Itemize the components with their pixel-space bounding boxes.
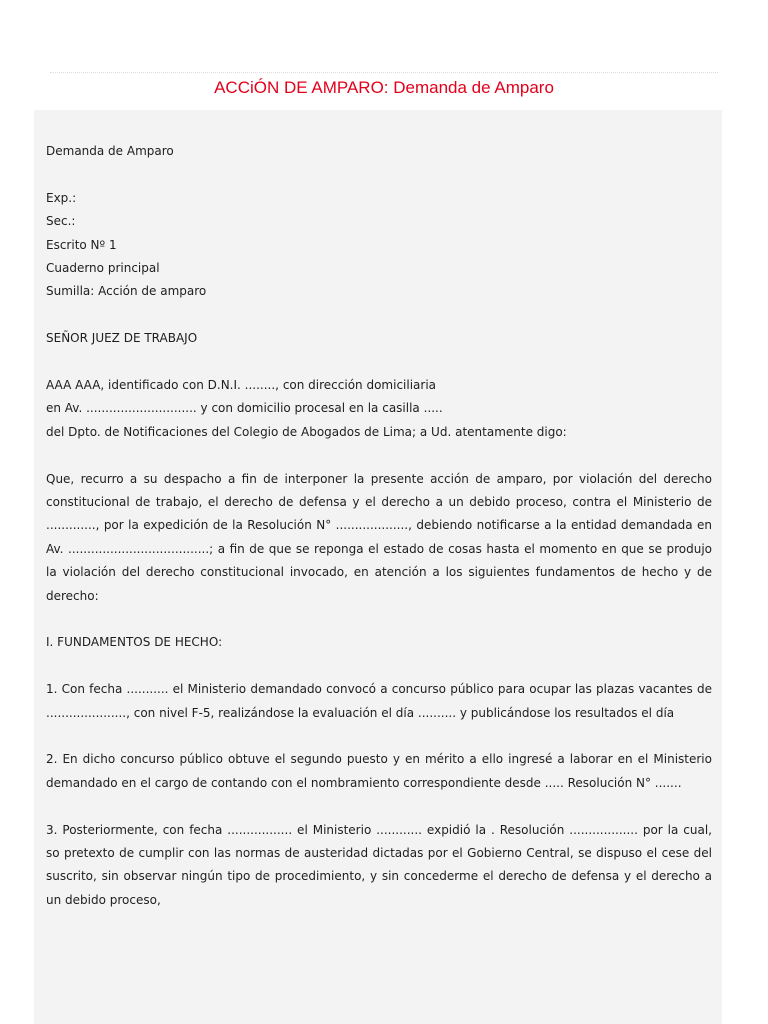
top-divider: [50, 72, 718, 73]
fact-paragraph: 3. Posteriormente, con fecha ................. el Ministerio ............ expidió la . Resolución .................. por la cual, so pretexto de cumplir con las normas de austeridad dictadas por el Gobierno Central, se dispuso el cese del suscrito, sin observar ningún tipo de procedimiento, y sin concederme el derecho de defensa y el derecho a un debido proceso,: [46, 822, 712, 907]
case-header-block: [46, 187, 712, 304]
document-heading: [46, 140, 712, 163]
case-writ-number: Escrito Nº 1: [46, 237, 117, 252]
intro-line: AAA AAA, identificado con D.N.I. ........, con dirección domiciliaria: [46, 378, 437, 393]
document-body: [46, 140, 712, 936]
addressee: [46, 327, 712, 350]
intro-line: en Av. ............................. y con domicilio procesal en la casilla .....: [46, 401, 443, 416]
case-summary: Sumilla: Acción de amparo: [46, 284, 207, 299]
fact-paragraph: 1. Con fecha ........... el Ministerio demandado convocó a concurso público para ocupar las plazas vacantes de ....................., con nivel F-5, realizándose la evaluación el día .......... y publicándose los resultados el día: [46, 682, 712, 720]
section-heading-text: I. FUNDAMENTOS DE HECHO:: [46, 635, 223, 650]
petition-paragraph: Que, recurro a su despacho a fin de interponer la presente acción de amparo, por violación del derecho constitucional de trabajo, el derecho de defensa y el derecho a un debido proceso, contra el Ministerio de ............., por la expedición de la Resolución N° ..................., debiendo notificarse a la entidad demandada en Av. .....................................; a fin de que se reponga el estado de cosas hasta el momento en que se produjo la violación del derecho constitucional invocado, en atención a los siguientes fundamentos de hecho y de derecho:: [46, 471, 712, 603]
section-heading: [46, 631, 712, 654]
fact-paragraph: 2. En dicho concurso público obtuve el segundo puesto y en mérito a ello ingresé a laborar en el Ministerio demandado en el cargo de contando con el nombramiento correspondiente desde ..... Resolución N° .......: [46, 752, 712, 790]
intro-paragraph: [46, 374, 712, 444]
case-notebook: Cuaderno principal: [46, 261, 160, 276]
intro-line: del Dpto. de Notificaciones del Colegio de Abogados de Lima; a Ud. atentamente digo:: [46, 424, 567, 439]
document-title: ACCiÓN DE AMPARO: Demanda de Amparo: [214, 78, 554, 97]
document-content-box: [34, 110, 722, 1024]
document-heading-text: Demanda de Amparo: [46, 144, 174, 158]
case-expediente: Exp.:: [46, 190, 77, 205]
case-secretary: Sec.:: [46, 214, 76, 229]
addressee-text: SEÑOR JUEZ DE TRABAJO: [46, 331, 198, 346]
